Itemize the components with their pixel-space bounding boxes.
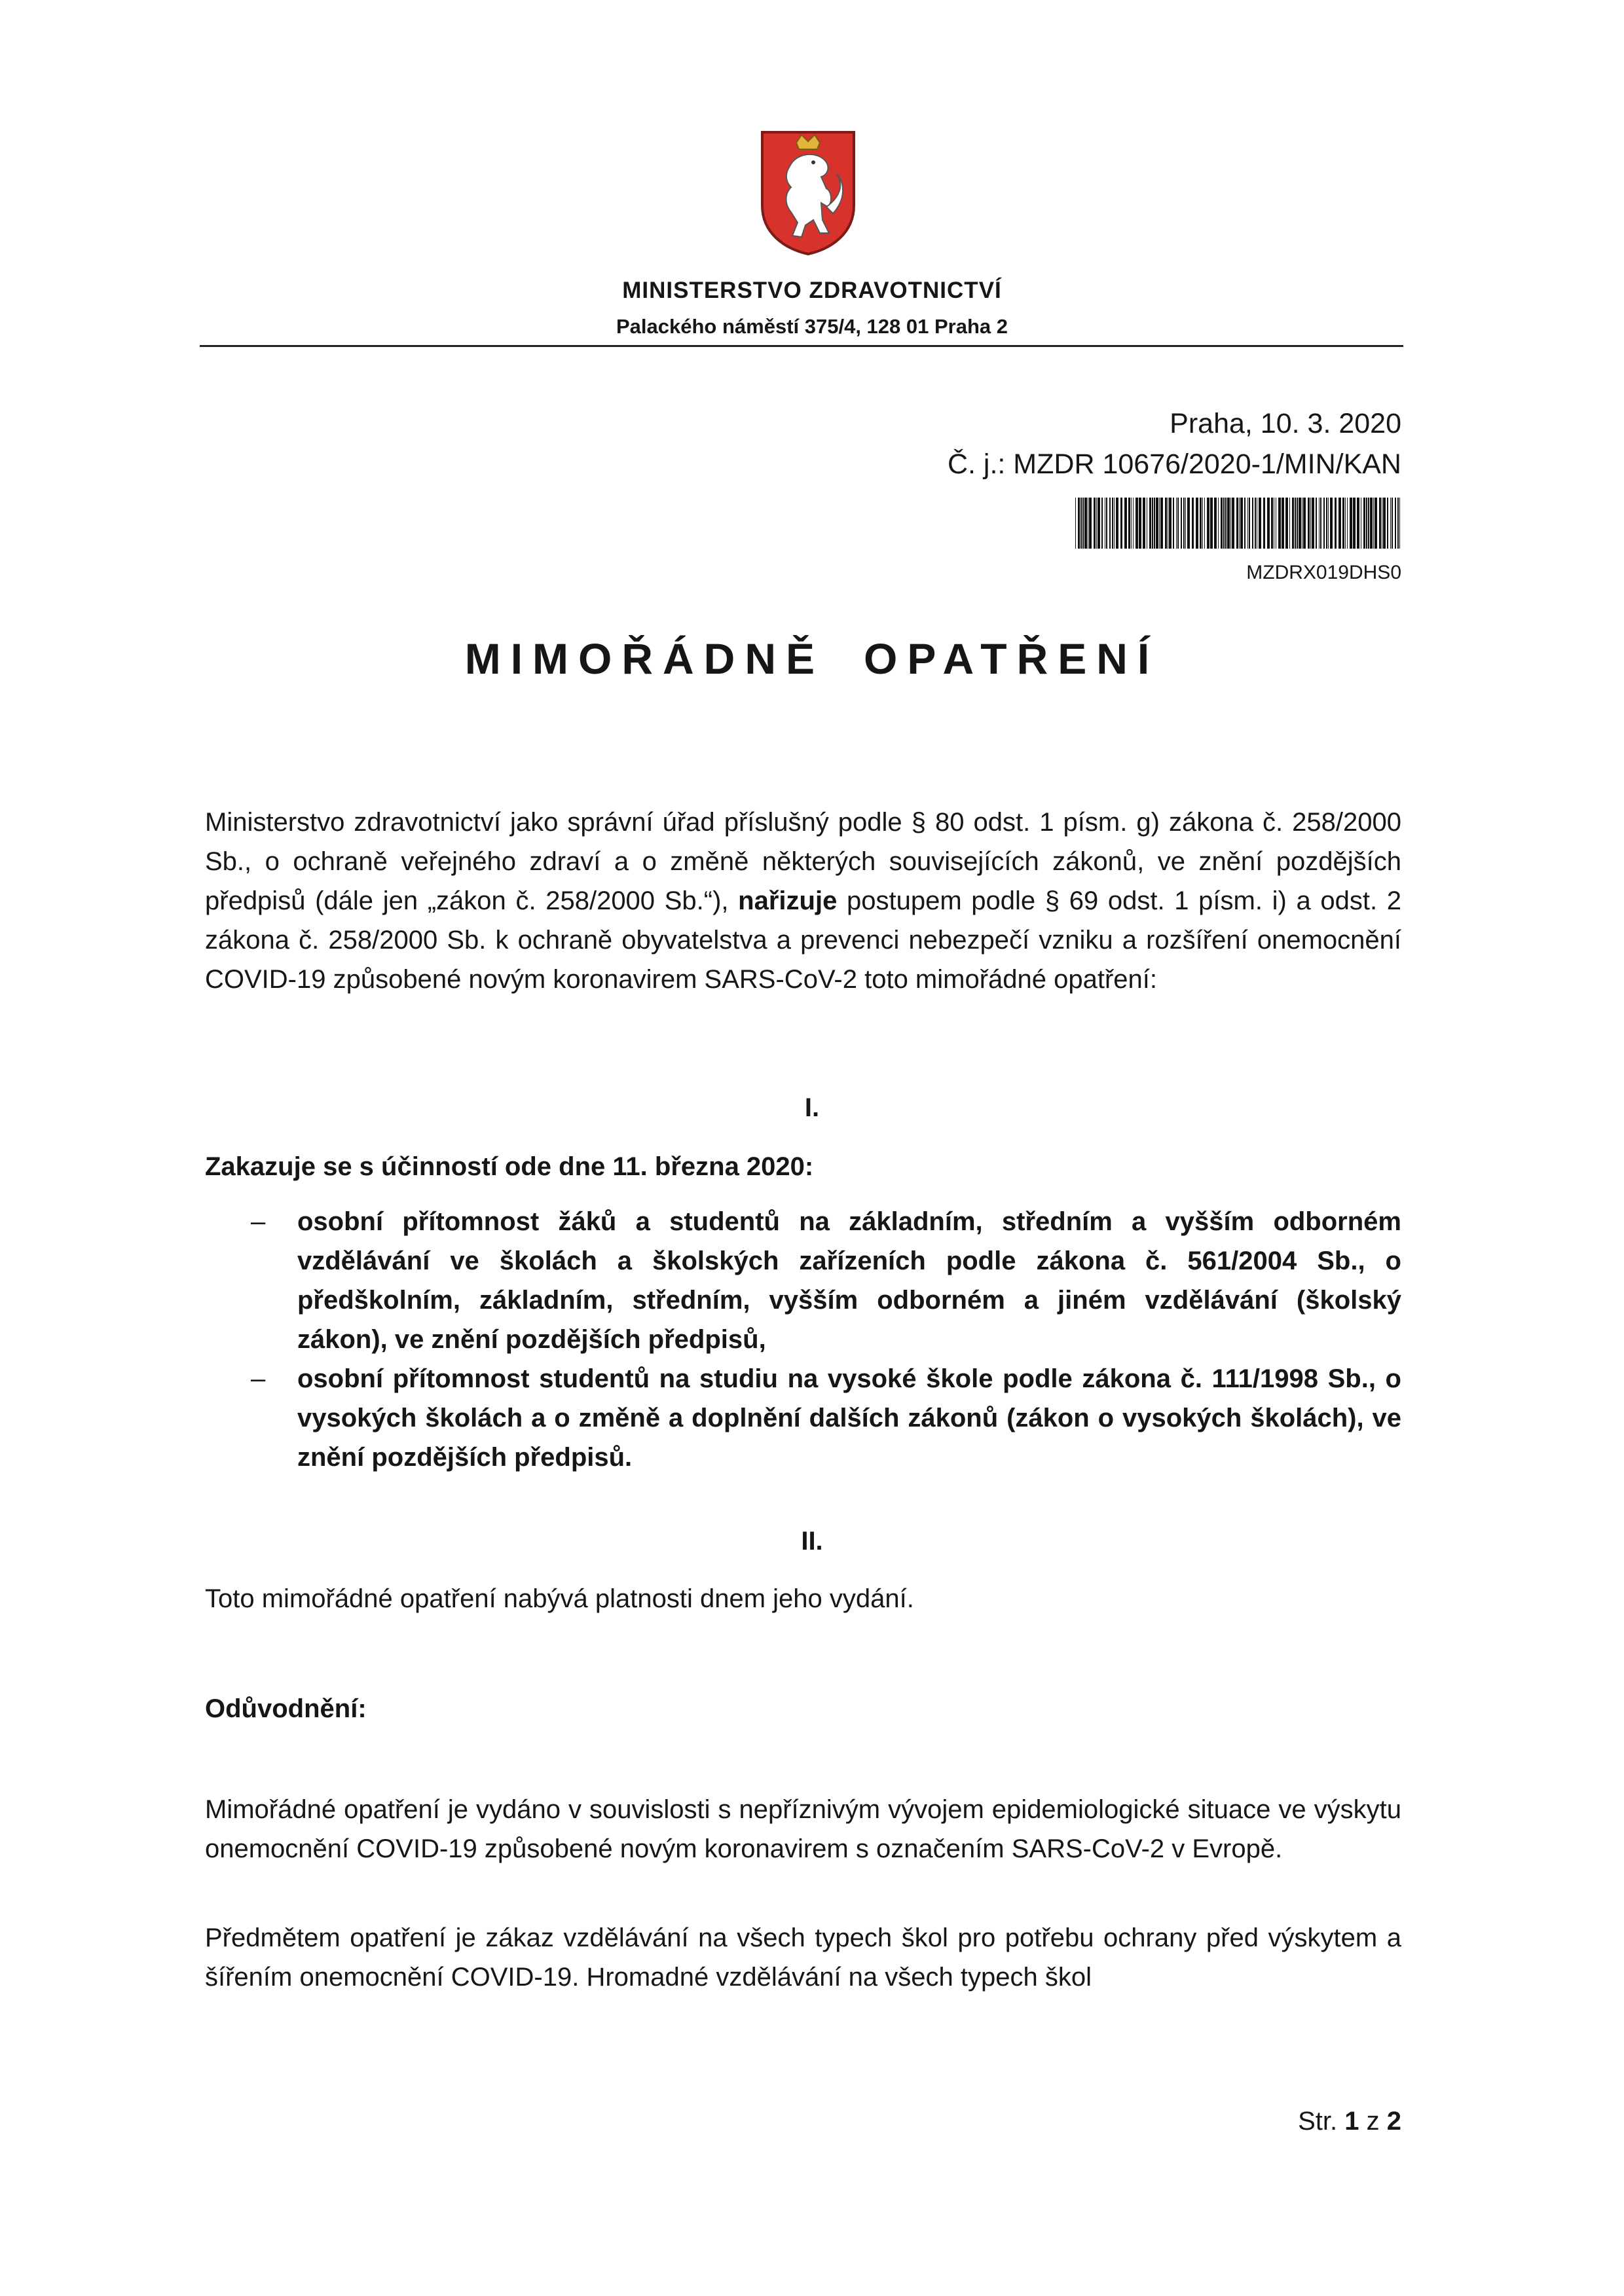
page-separator: z [1359,2107,1387,2136]
barcode-icon [1074,498,1403,549]
list-item [205,1202,1401,1359]
header-divider [200,345,1403,347]
list-item-text: osobní přítomnost žáků a studentů na základním, středním a vyšším odborném vzdělávání ve školách a školských zařízeních podle zákona č. 561/2004 Sb., o předškolním, základním, středním, vyšším odborném a jiném vzdělávání (školský zákon), ve znění pozdějších předpisů, [297,1207,1401,1354]
section-1-number: I. [804,1093,820,1122]
ministry-name: MINISTERSTVO ZDRAVOTNICTVÍ [622,278,1002,303]
reference-block [812,406,1401,482]
justification-paragraph-1: Mimořádné opatření je vydáno v souvislosti s nepříznivým vývojem epidemiologické situace ve výskytu onemocnění COVID-19 způsobené novým koronavirem s označením SARS-CoV-2 v Evropě. [205,1795,1401,1863]
section-2-number: II. [801,1527,823,1556]
barcode-code: MZDRX019DHS0 [1246,562,1401,583]
document-title [196,634,1428,683]
justification-paragraph-2: Předmětem opatření je zákaz vzdělávání na všech typech škol pro potřebu ochrany před výskytem a šířením onemocnění COVID-19. Hromadné vzdělávání na všech typech škol [205,1923,1401,1992]
list-item-text: osobní přítomnost studentů na studiu na vysoké škole podle zákona č. 111/1998 Sb., o vysokých školách a o změně a doplnění dalších zákonů (zákon o vysokých školách), ve znění pozdějších předpisů. [297,1364,1401,1472]
intro-paragraph [205,803,1401,999]
czech-coat-of-arms-icon [758,128,858,257]
page-total: 2 [1386,2107,1401,2136]
section-1-heading: Zakazuje se s účinností ode dne 11. března 2020: [205,1152,814,1181]
title-word-2: OPATŘENÍ [864,634,1160,683]
ministry-address: Palackého náměstí 375/4, 128 01 Praha 2 [616,315,1008,338]
page-prefix: Str. [1298,2107,1345,2136]
intro-text-2: postupem podle § 69 odst. 1 písm. i) a odst. 2 zákona č. 258/2000 Sb. k ochraně obyvatelstva a prevenci nebezpečí vzniku a rozšíření onemocnění COVID-19 způsobené novým koronavirem SARS-CoV-2 toto mimořádné opatření: [205,886,1402,994]
title-word-1: MIMOŘÁDNĚ [464,634,825,683]
page-current: 1 [1344,2107,1359,2136]
intro-orders: nařizuje [738,886,838,915]
place-date: Praha, 10. 3. 2020 [1170,408,1401,439]
section-1-list [205,1202,1401,1477]
justification-heading: Odůvodnění: [205,1694,367,1723]
bullet-dash: – [251,1207,266,1236]
bullet-dash: – [251,1364,266,1393]
section-2-text: Toto mimořádné opatření nabývá platnosti dnem jeho vydání. [205,1584,914,1613]
list-item [205,1359,1401,1477]
intro-text-1: Ministerstvo zdravotnictví jako správní úřad příslušný podle § 80 odst. 1 písm. g) zákona č. 258/2000 Sb., o ochraně veřejného zdraví a o změně některých souvisejících zákonů, ve znění pozdějších předpisů (dále jen „zákon č. 258/2000 Sb.“), [205,808,1401,915]
page-number [1298,2107,1401,2136]
case-number: Č. j.: MZDR 10676/2020-1/MIN/KAN [947,448,1401,480]
